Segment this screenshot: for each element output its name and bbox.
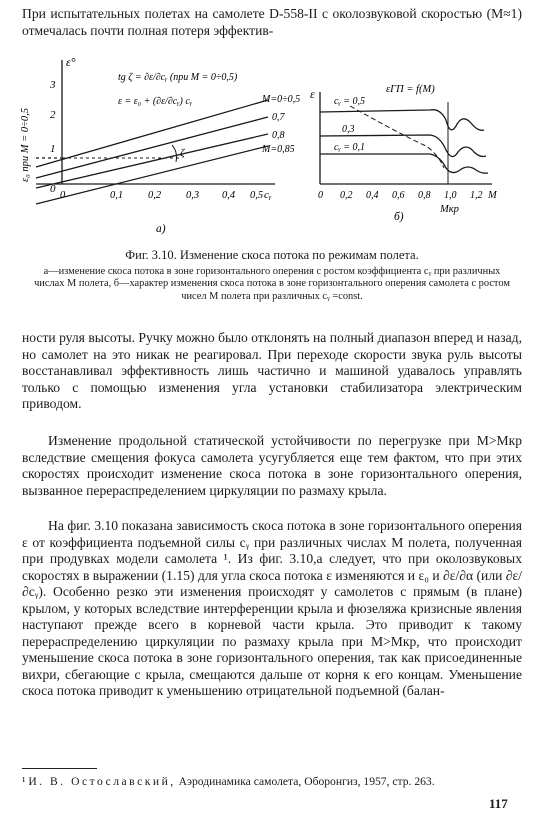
page-number: 117 (489, 796, 508, 811)
right-xtick-3: 0,6 (392, 190, 405, 201)
footnote-mark: ¹ (22, 775, 26, 788)
left-ytick-2: 2 (50, 109, 56, 121)
right-xtick-6: 1,2 (470, 190, 483, 201)
right-legend: εГП = f(M) (386, 84, 435, 95)
paragraph-3: На фиг. 3.10 показана зависимость скоса потока в зоне горизонтального оперения ε от коэффициента подъемной силы cᵧ при различных числах M полета, полученная при продувках модели самолета ¹. Из фиг. 3.10,а следует, что при околозвуковых скоростях в выражении (1.15) для угла скоса потока ε изменяются и ε₀ и ∂ε/∂α (или ∂ε/∂cᵧ). Особенно резко эти изменения происходят у самолетов с прямым (в плане) крылом, у которых вследствие интерференции крыла и фюзеляжа кризисные явления наступают прежде всего в корневой части крыла. Это приводит к такому перераспределению циркуляции по размаху крыла при M>Mкр, что происходит уменьшение скоса потока в зоне горизонтального оперения, так как присоединенные вихри, сбегающие с крыла, смещаются дальше от корня к его концам. Уменьшение скоса потока приводит к уменьшению отрицательной подъемной (балан- (22, 518, 522, 698)
right-y-symbol: ε (310, 87, 315, 101)
left-ytick-1: 1 (50, 143, 56, 155)
right-curve-label-1: 0,3 (342, 124, 355, 135)
left-y-axis-label: ε₀ при M = 0÷0,5 (20, 107, 31, 182)
right-xtick-0: 0 (318, 190, 323, 201)
right-xtick-1: 0,2 (340, 190, 353, 201)
right-xtick-2: 0,4 (366, 190, 379, 201)
right-panel-label: б) (394, 211, 404, 223)
footnote (22, 775, 522, 789)
left-curve-label-2: 0,8 (272, 130, 285, 141)
left-ytick-3: 3 (50, 79, 56, 91)
figure-caption-title: Фиг. 3.10. Изменение скоса потока по режимам полета. (125, 248, 419, 262)
right-x-unit: M (488, 190, 497, 201)
left-ytick-0: 0 (50, 183, 56, 195)
left-formula-1: tg ζ = ∂ε/∂cᵧ (при M = 0÷0,5) (118, 72, 238, 83)
right-xtick-5: 1,0 (444, 190, 457, 201)
footnote-text: Аэродинамика самолета, Оборонгиз, 1957, стр. 263. (178, 775, 435, 788)
right-curve-label-0: cᵧ = 0,5 (334, 96, 365, 107)
footnote-author: И. В. Остославский, (28, 775, 176, 788)
left-xtick-2: 0,2 (148, 190, 162, 201)
intro-paragraph: При испытательных полетах на самолете D-558-II с околозвуковой скоростью (M≈1) отмечалась почти полная потеря эффектив- (22, 6, 522, 38)
left-xtick-5: 0,5 (250, 190, 264, 201)
left-formula-2: ε = ε₀ + (∂ε/∂cᵧ) cᵧ (118, 96, 193, 107)
right-xtick-4: 0,8 (418, 190, 431, 201)
left-curve-label-3: M=0,85 (262, 144, 295, 155)
left-xtick-1: 0,1 (110, 190, 124, 201)
left-curve-label-0: M=0÷0,5 (262, 94, 301, 105)
figure-caption-description: а—изменение скоса потока в зоне горизонтального оперения с ростом коэффициента cᵧ при различных числах M полета, б—характер изменения скоса потока в зоне горизонтального оперения самолета с ростом чисел M полета при различных cᵧ =const. (34, 266, 510, 302)
left-panel-label: а) (156, 223, 166, 235)
right-curve-label-2: cᵧ = 0,1 (334, 142, 365, 153)
left-x-symbol: cᵧ (264, 189, 272, 201)
left-y-symbol: ε° (66, 55, 76, 69)
paragraph-1: ности руля высоты. Ручку можно было отклонять на полный диапазон вперед и назад, но самолет на это никак не реагировал. При переходе скорости звука руль высоты восстанавливал эффективность лишь частично и машиной удавалось управлять только с помощью изменения угла установки стабилизатора электрическим приводом. (22, 330, 522, 411)
left-xtick-0: 0 (60, 190, 66, 201)
left-xtick-4: 0,4 (222, 190, 236, 201)
figure-3-10 (0, 42, 543, 242)
left-curve-label-1: 0,7 (272, 112, 285, 123)
right-mkr-label: Mкр (440, 204, 459, 215)
left-zeta: ζ (180, 147, 185, 159)
left-xtick-3: 0,3 (186, 190, 200, 201)
paragraph-2: Изменение продольной статической устойчивости по перегрузке при M>Mкр вследствие смещения фокуса самолета усугубляется еще тем фактом, что при этих скоростях происходит изменение скоса потока в зоне горизонтального оперения, вызванное перераспределением циркуляции по размаху крыла. (22, 433, 522, 498)
footnote-rule (22, 768, 97, 769)
